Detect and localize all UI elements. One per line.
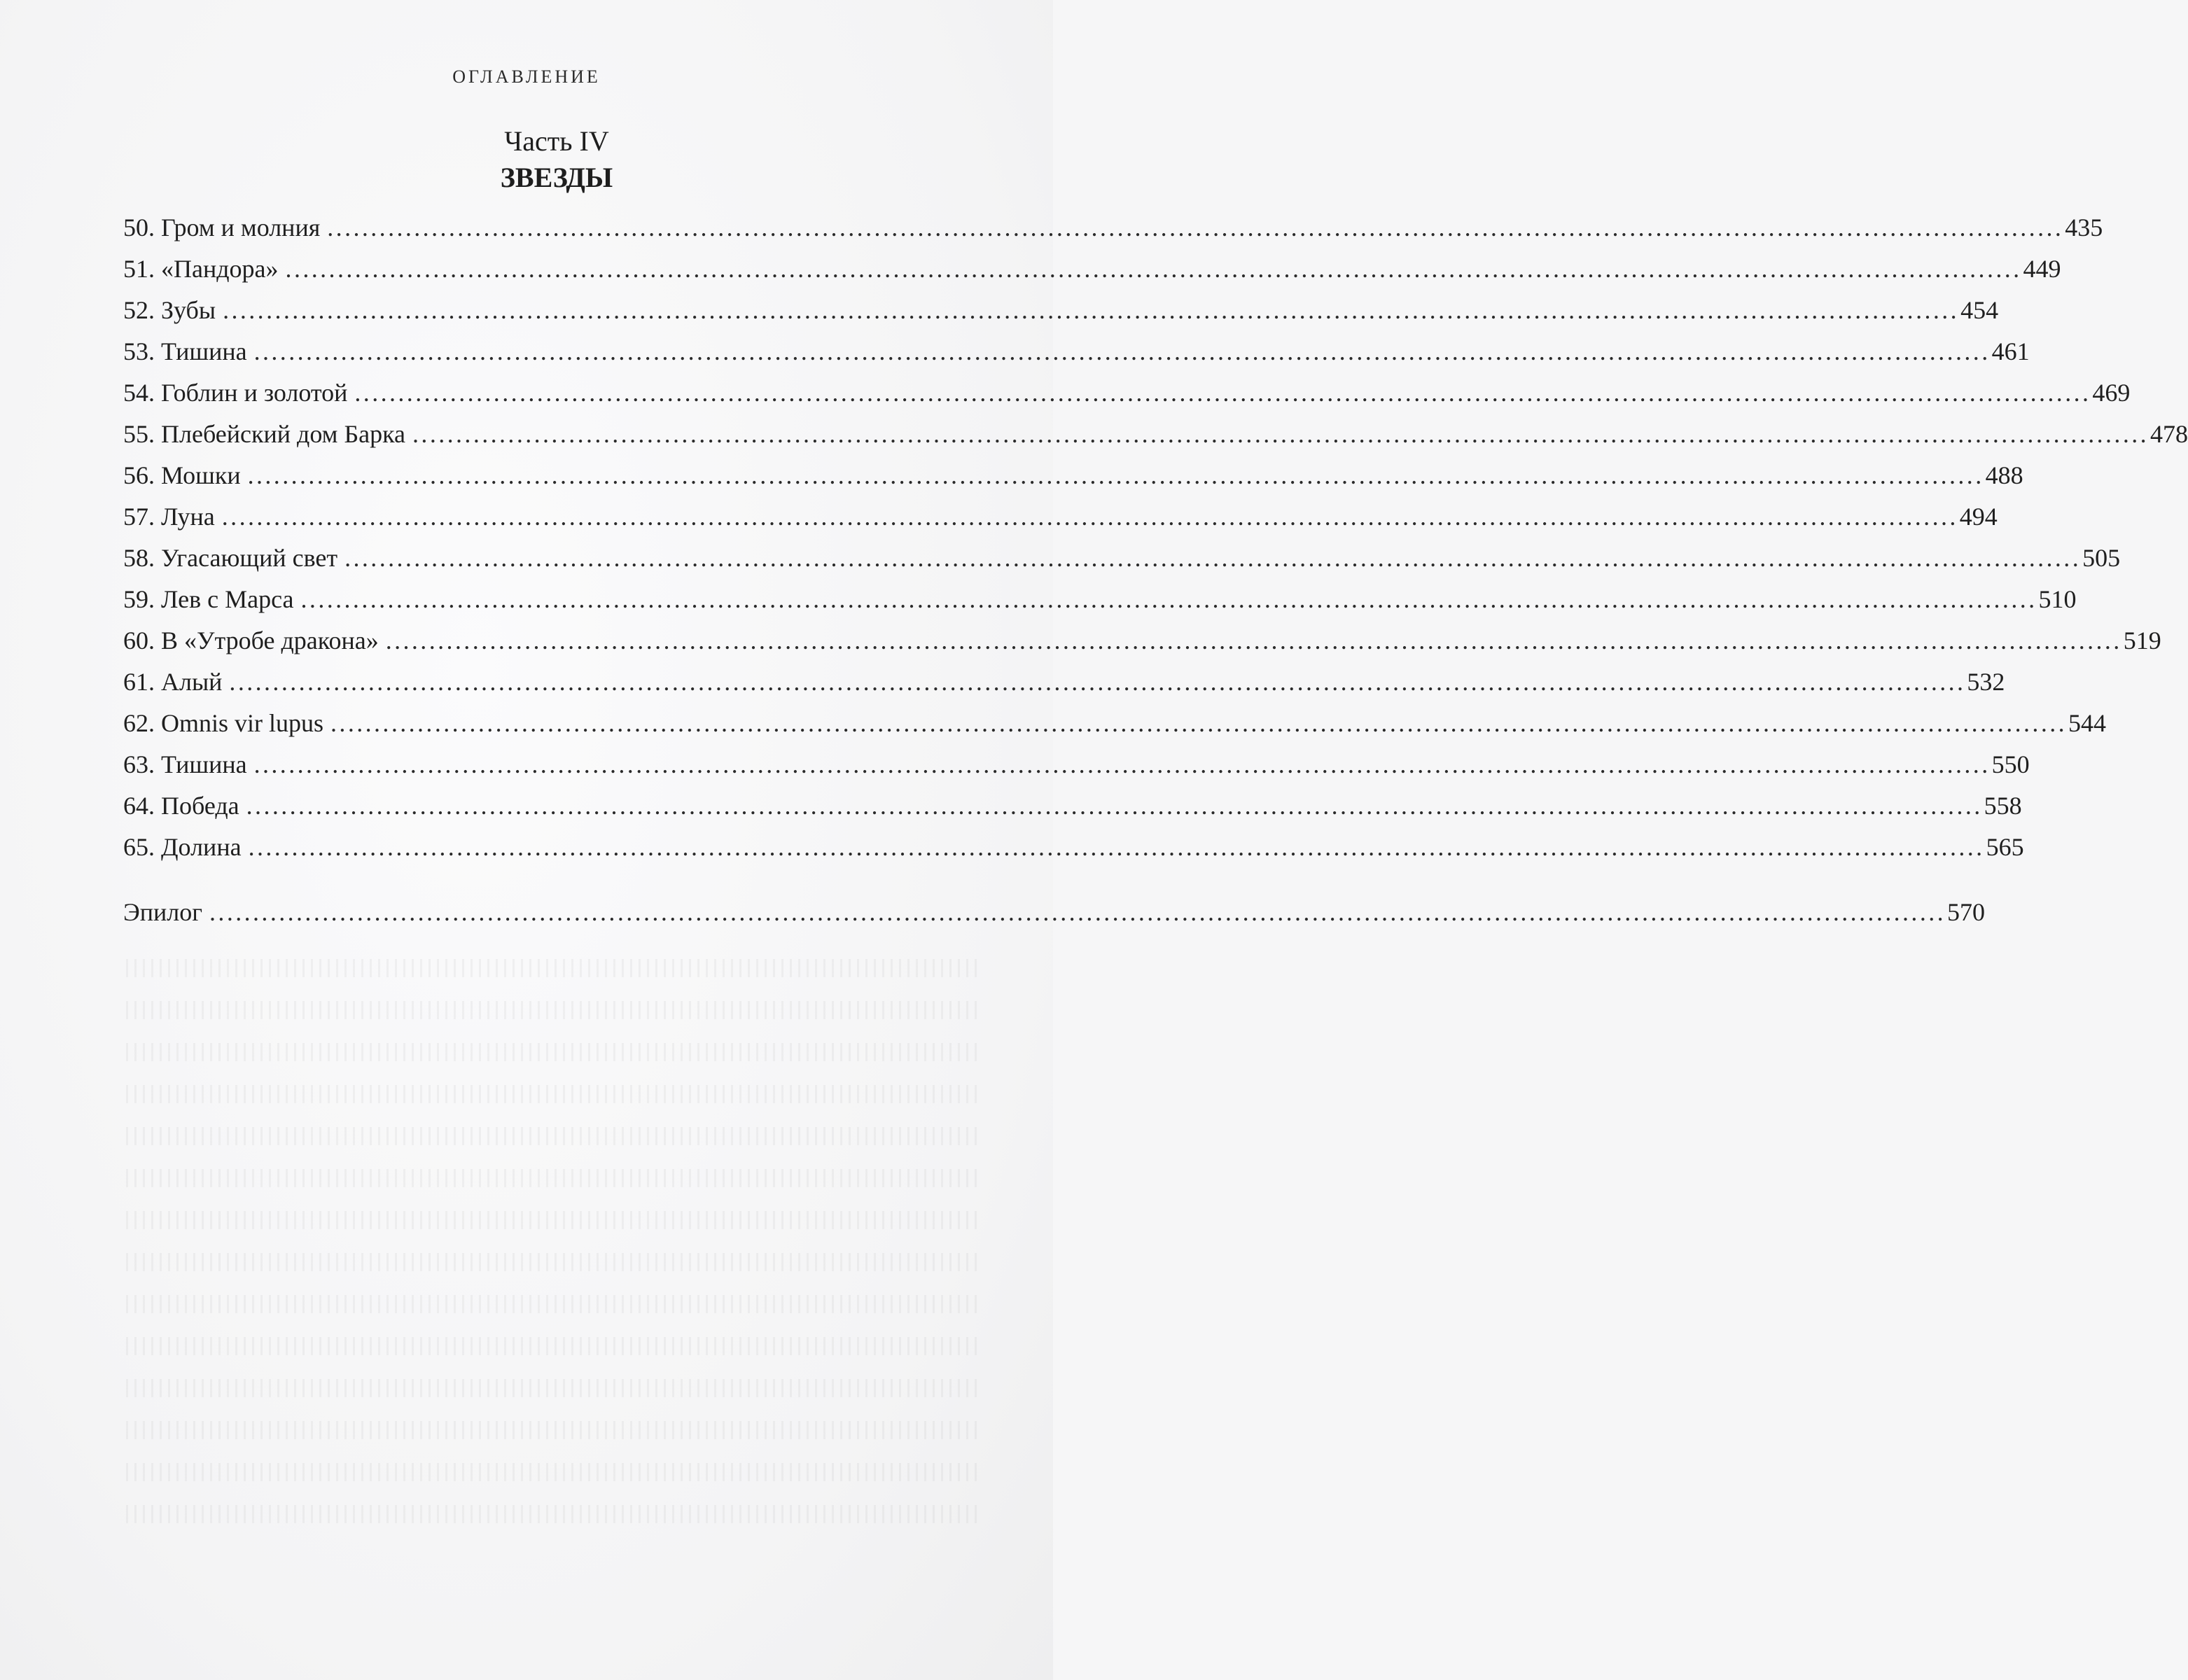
toc-entry-title: 60. В «Утробе дракона» bbox=[123, 626, 379, 654]
toc-entry-54 bbox=[123, 372, 2131, 414]
toc-entry-page: 449 bbox=[2023, 255, 2061, 283]
toc-entry-page: 505 bbox=[2082, 544, 2121, 572]
dot-leader: ........................................................................................................................................................................................................ bbox=[385, 626, 2122, 654]
show-through-line bbox=[126, 1379, 980, 1397]
toc-entry-page: 461 bbox=[1991, 337, 2030, 365]
toc-entry-title: 54. Гоблин и золотой bbox=[123, 379, 348, 407]
show-through-line bbox=[126, 1295, 980, 1313]
dot-leader: ........................................................................................................................................................................................................ bbox=[300, 585, 2037, 613]
toc-entry-page: 532 bbox=[1967, 668, 2005, 696]
running-head: ОГЛАВЛЕНИЕ bbox=[452, 66, 601, 87]
toc-entry-title: 61. Алый bbox=[123, 668, 223, 696]
toc-entry-page: 494 bbox=[1959, 503, 1998, 531]
show-through-line bbox=[126, 1127, 980, 1145]
toc-entry-53 bbox=[123, 331, 2030, 372]
toc-entry-64 bbox=[123, 785, 2022, 827]
dot-leader: ........................................................................................................................................................................................................ bbox=[354, 379, 2091, 407]
toc-entry-title: 52. Зубы bbox=[123, 296, 216, 324]
toc-entry-epilogue bbox=[123, 892, 1986, 933]
toc-entry-50 bbox=[123, 207, 2103, 248]
toc-entry-title: 50. Гром и молния bbox=[123, 214, 321, 241]
show-through-line bbox=[126, 1253, 980, 1271]
toc-entry-title: 58. Угасающий свет bbox=[123, 544, 338, 572]
show-through-line bbox=[126, 1505, 980, 1523]
toc-entry-title: 51. «Пандора» bbox=[123, 255, 279, 283]
show-through-line bbox=[126, 1169, 980, 1187]
show-through-line bbox=[126, 1043, 980, 1061]
show-through-line bbox=[126, 1463, 980, 1481]
toc-entry-title: 57. Луна bbox=[123, 503, 215, 531]
dot-leader: ........................................................................................................................................................................................................ bbox=[247, 461, 1984, 489]
toc-entry-page: 478 bbox=[2150, 420, 2188, 448]
toc-entry-page: 558 bbox=[1984, 792, 2022, 820]
dot-leader: ........................................................................................................................................................................................................ bbox=[330, 709, 2068, 737]
toc-entry-page: 469 bbox=[2092, 379, 2131, 407]
dot-leader: ........................................................................................................................................................................................................ bbox=[253, 750, 1991, 778]
dot-leader: ........................................................................................................................................................................................................ bbox=[246, 792, 1983, 820]
show-through-line bbox=[126, 1085, 980, 1103]
toc-entry-57 bbox=[123, 496, 1998, 538]
show-through-line bbox=[126, 1211, 980, 1229]
table-of-contents bbox=[123, 207, 2188, 933]
toc-entry-59 bbox=[123, 579, 2077, 620]
toc-entry-page: 565 bbox=[1986, 833, 2024, 861]
toc-entry-title: 65. Долина bbox=[123, 833, 242, 861]
toc-entry-65 bbox=[123, 827, 2024, 868]
dot-leader: ........................................................................................................................................................................................................ bbox=[327, 214, 2064, 241]
dot-leader: ........................................................................................................................................................................................................ bbox=[223, 296, 1960, 324]
toc-entry-title: 53. Тишина bbox=[123, 337, 247, 365]
dot-leader: ........................................................................................................................................................................................................ bbox=[285, 255, 2022, 283]
toc-entry-page: 570 bbox=[1947, 898, 1986, 926]
dot-leader: ........................................................................................................................................................................................................ bbox=[248, 833, 1985, 861]
toc-entry-60 bbox=[123, 620, 2161, 662]
show-through-line bbox=[126, 959, 980, 977]
dot-leader: ........................................................................................................................................................................................................ bbox=[253, 337, 1991, 365]
dot-leader: ........................................................................................................................................................................................................ bbox=[412, 420, 2149, 448]
dot-leader: ........................................................................................................................................................................................................ bbox=[209, 898, 1946, 926]
toc-entry-page: 510 bbox=[2038, 585, 2077, 613]
part-subtitle: ЗВЕЗДЫ bbox=[500, 162, 613, 193]
toc-entry-page: 519 bbox=[2123, 626, 2161, 654]
toc-entry-title: 56. Мошки bbox=[123, 461, 241, 489]
toc-entry-title: 62. Omnis vir lupus bbox=[123, 709, 324, 737]
toc-entry-58 bbox=[123, 538, 2121, 579]
toc-entry-page: 488 bbox=[1985, 461, 2023, 489]
toc-entry-61 bbox=[123, 662, 2005, 703]
toc-entry-51 bbox=[123, 248, 2061, 290]
toc-entry-page: 550 bbox=[1991, 750, 2030, 778]
show-through-line bbox=[126, 1421, 980, 1439]
toc-entry-63 bbox=[123, 744, 2030, 785]
toc-entry-page: 435 bbox=[2065, 214, 2103, 241]
toc-spacer bbox=[123, 868, 998, 892]
dot-leader: ........................................................................................................................................................................................................ bbox=[344, 544, 2082, 572]
toc-entry-title: 63. Тишина bbox=[123, 750, 247, 778]
toc-entry-62 bbox=[123, 703, 2107, 744]
show-through-line bbox=[126, 1337, 980, 1355]
dot-leader: ........................................................................................................................................................................................................ bbox=[221, 503, 1958, 531]
dot-leader: ........................................................................................................................................................................................................ bbox=[229, 668, 1966, 696]
toc-entry-title: Эпилог bbox=[123, 898, 203, 926]
toc-entry-title: 64. Победа bbox=[123, 792, 239, 820]
toc-entry-title: 59. Лев с Марса bbox=[123, 585, 294, 613]
toc-entry-page: 544 bbox=[2068, 709, 2107, 737]
show-through-line bbox=[126, 1001, 980, 1019]
toc-entry-55 bbox=[123, 414, 2188, 455]
toc-entry-title: 55. Плебейский дом Барка bbox=[123, 420, 406, 448]
toc-entry-page: 454 bbox=[1960, 296, 1999, 324]
toc-entry-52 bbox=[123, 290, 1999, 331]
part-title: Часть IV bbox=[504, 125, 609, 157]
toc-entry-56 bbox=[123, 455, 2023, 496]
